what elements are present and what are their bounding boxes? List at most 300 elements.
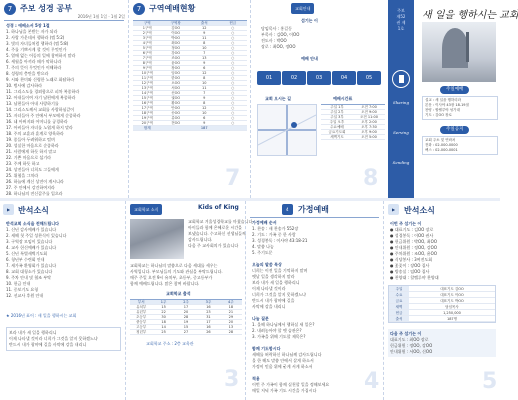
table-cell: 주일 2부 — [330, 110, 344, 114]
table-cell: 5구역 — [142, 46, 152, 50]
study-line: 5. 열매 없는 어둠의 일에 참여하지 말라 — [6, 53, 76, 58]
table-cell: 안OO — [171, 106, 181, 110]
cover-sidebar — [388, 0, 414, 198]
table-cell: 20 — [228, 320, 234, 324]
news-line: 2. 새해 첫 주일 성찬식이 있습니다 — [6, 233, 67, 238]
table-cell: 9 — [203, 96, 206, 100]
location-map — [257, 104, 317, 156]
worship-line: 3. 성경봉독 : 이사야 43:18-21 — [252, 238, 308, 243]
page-number-mark: 8 — [363, 166, 379, 191]
worship-line: 옛날 일을 생각하지 말라 — [252, 274, 295, 279]
table-cell: 23 — [206, 310, 211, 314]
table-cell: 6 — [203, 116, 206, 120]
table-cell: 4구역 — [142, 41, 152, 45]
table-cell: ○ — [231, 106, 235, 110]
servers-line: ● 헌금위원 : 박OO, 최OO — [390, 239, 437, 244]
table-cell: ○ — [231, 66, 235, 70]
table-cell: ○ — [231, 101, 235, 105]
table-cell: 26 — [206, 330, 211, 334]
worship-line: 1. 찬송 : 새 찬송가 552장 — [252, 226, 299, 231]
section-tag: 4 — [282, 204, 293, 215]
next-week-line: 대표기도 : 최OO 장로 — [390, 337, 429, 342]
study-line: 13. 남편들아 아내 사랑하기를 — [6, 101, 59, 106]
table-cell: 18구역 — [141, 111, 153, 115]
table-cell: 8구역 — [142, 61, 152, 65]
table-row — [321, 135, 385, 140]
panel-title: 주보 성경 공부 — [20, 4, 72, 13]
table-cell: 오전 5:00 — [361, 135, 377, 139]
table-cell: 16 — [206, 305, 211, 309]
duty-table — [388, 285, 496, 323]
staff-line: 부목사 : 김OO, 이OO — [261, 32, 300, 37]
cover-pill: 주일공지 — [440, 126, 469, 134]
table-cell: 송OO — [171, 111, 181, 115]
motto-highlight: ★ 2016년 표어 : 새 일을 행하시는 교회 — [6, 313, 77, 318]
table-cell: 15 — [183, 325, 189, 329]
table-cell: 8 — [203, 101, 206, 105]
table-cell: 28 — [228, 330, 234, 334]
church-building-image — [422, 22, 496, 82]
table-cell: 수요예배 — [330, 125, 344, 129]
next-week-line: 안내위원 : 서OO, 신OO — [390, 349, 433, 354]
table-header-cell: 출석 — [190, 21, 219, 25]
contact-box — [422, 136, 498, 155]
table-cell: 오후 9:00 — [361, 130, 377, 134]
news-line: 5. 신년 특별새벽기도회 — [6, 251, 48, 256]
table-cell: 권OO — [171, 96, 181, 100]
table-cell: 7 — [203, 51, 206, 55]
table-cell — [162, 126, 191, 130]
contact-line: 교회 주소 및 연락처 — [425, 138, 456, 142]
servers-line: ● 찬양대 : 할렐루야 찬양대 — [390, 275, 439, 280]
kids-footer: 교회학교 주소 : 2층 교육관 — [146, 341, 194, 346]
table-cell: 13 — [202, 56, 207, 60]
kids-photo — [130, 219, 184, 259]
study-line: 6. 세월을 아끼라 때가 악하니라 — [6, 59, 62, 64]
table-cell: 주일 — [389, 286, 409, 291]
worship-line: 4. 말씀 나눔 — [252, 244, 274, 249]
table-cell: ○ — [231, 121, 235, 125]
table-cell: ○ — [231, 41, 235, 45]
panel-church-info — [250, 0, 388, 198]
table-cell: 30 — [161, 315, 166, 319]
panel-family-worship — [245, 201, 383, 400]
next-week-box — [388, 329, 496, 357]
motto-word: Sharing — [392, 100, 410, 105]
panel-bible-study — [0, 0, 128, 198]
servers-line: ● 주차위원 : 조OO, 윤OO — [390, 251, 437, 256]
servers-line: ● 방송실 : 임OO 집사 — [390, 269, 430, 274]
news-line: 11. 중보기도 요청 — [6, 287, 39, 292]
contact-line: 전화 : 02-000-0000 — [425, 143, 458, 147]
table-cell: 강OO — [171, 51, 181, 55]
table-cell: 6구역 — [142, 51, 152, 55]
motto-word: Serving — [393, 130, 409, 135]
study-line: 16. 네 아버지와 어머니를 공경하라 — [6, 119, 68, 124]
servers-lines — [390, 221, 496, 281]
section-tag: ▶ — [388, 204, 399, 215]
kids-line: 다음 주 교사회의가 있습니다 — [188, 243, 239, 248]
kids-para-line: 교회학교는 하나님의 말씀으로 다음 세대를 세우는 — [130, 263, 218, 268]
table-cell: 1,250,000 — [443, 311, 461, 315]
title-rule — [4, 20, 124, 21]
study-line: 17. 아비들아 자녀를 노엽게 하지 말라 — [6, 125, 73, 130]
issue-vertical-text: 주보 제52권 제1호 — [396, 8, 406, 31]
news-line: 8. 교회 대청소가 있습니다 — [6, 269, 53, 274]
table-cell: 수요 — [389, 292, 409, 297]
section-heading: 섬기는 이 — [301, 18, 318, 23]
table-cell: 담임목사 — [445, 305, 459, 309]
table-cell: 황OO — [171, 101, 181, 105]
table-cell: ○ — [231, 31, 235, 35]
table-cell: 1구역 — [142, 26, 152, 30]
table-title: 교회학교 출석 — [166, 291, 191, 296]
page-number-mark: 5 — [482, 369, 498, 394]
table-cell: 김OO — [171, 26, 181, 30]
table-cell: 29 — [228, 315, 234, 319]
table-cell: 금요기도회 — [328, 130, 346, 134]
table-cell: 19 — [183, 320, 189, 324]
table-cell: 오전 9:00 — [361, 110, 377, 114]
table-cell: 이OO — [171, 31, 181, 35]
table-cell: 20구역 — [141, 121, 153, 125]
worship-line: 가정예배 순서 — [252, 220, 277, 225]
table-cell: 16구역 — [141, 101, 153, 105]
table-header-cell: 헌금 — [219, 21, 248, 25]
study-line: 21. 사람에게 하듯 하지 말고 — [6, 149, 57, 154]
panel-title: 반석소식 — [404, 206, 435, 215]
worship-line: 오늘의 말씀 묵상 — [252, 262, 282, 267]
study-line: 27. 주 안에서 강건하여지라 — [6, 185, 55, 190]
worship-line: 사막에 강을 내리니 — [252, 304, 286, 309]
table-total-label: 합계 — [133, 126, 162, 130]
worship-line: 5. 주기도문 — [252, 250, 273, 255]
table-cell: 9구역 — [142, 66, 152, 70]
study-line: 9. 시와 찬미와 신령한 노래로 화답하라 — [6, 77, 75, 82]
timeline-step: 03 — [307, 71, 331, 85]
worship-line: 이번 주 가족이 함께 실천할 일을 정해보세요 — [252, 382, 330, 387]
table-cell: 20 — [183, 310, 189, 314]
table-cell: 11구역 — [141, 76, 153, 80]
table-cell: 주일 오후 — [329, 120, 345, 124]
worship-line: 함께 기도합시다 — [252, 346, 281, 351]
table-cell: 27 — [183, 330, 189, 334]
table-cell: ○ — [231, 86, 235, 90]
servers-line: 이번 주 섬기는 이 — [390, 221, 422, 226]
table-cell: 7 — [203, 91, 206, 95]
table-cell: 임OO — [171, 71, 181, 75]
table-cell: 12 — [202, 71, 207, 75]
panel-date: 2016년 1월 1일 · 1월 2일 — [77, 14, 125, 19]
table-cell: 고등부 — [136, 325, 147, 329]
page-badge: 7 — [133, 3, 145, 15]
study-line: 15. 자녀들아 주 안에서 부모에게 순종하라 — [6, 113, 81, 118]
table-cell: ○ — [231, 56, 235, 60]
table-cell: 오OO — [171, 81, 181, 85]
section-heading: 예배시간표 — [333, 96, 353, 101]
worship-line: 새해를 허락하신 하나님께 감사드립니다 — [252, 352, 322, 357]
worship-line: 너희가 그것을 알지 못하겠느냐 — [252, 292, 307, 297]
news-line: 7. 새가족 환영회가 있습니다 — [6, 263, 57, 268]
table-cell: 17 — [206, 320, 211, 324]
table-cell: 최OO — [171, 41, 181, 45]
panel-cell-worship — [128, 0, 250, 198]
panel-news — [0, 201, 125, 400]
table-cell: 19구역 — [141, 116, 153, 120]
study-line: 20. 성실한 마음으로 순종하라 — [6, 143, 59, 148]
table-row — [130, 330, 242, 335]
staff-list — [261, 26, 381, 50]
news-line: 반석교회 소식을 전해드립니다 — [6, 221, 60, 226]
table-cell: 서OO — [171, 86, 181, 90]
table-cell: 청년부 — [136, 330, 147, 334]
table-cell: 류OO — [171, 116, 181, 120]
section-tag: ▶ — [3, 204, 14, 215]
kids-title: Kids of King — [198, 204, 239, 211]
table-cell: ○ — [231, 71, 235, 75]
study-line: 18. 주의 교훈과 훈계로 양육하라 — [6, 131, 64, 136]
timeline-step: 02 — [282, 71, 306, 85]
table-cell: 18 — [228, 305, 234, 309]
page-badge: 7 — [4, 3, 16, 15]
kids-para-line: 함께 예배드립니다. 많은 참여 바랍니다. — [130, 281, 200, 286]
worship-line: 나눔 질문 — [252, 316, 269, 321]
cell-table — [133, 20, 247, 131]
table-cell: 21 — [228, 310, 234, 314]
table-cell: 오후 2:00 — [361, 120, 377, 124]
study-line: 14. 그리스도께서 교회를 사랑하심같이 — [6, 107, 75, 112]
staff-line: 전도사 : 박OO — [261, 38, 287, 43]
table-cell: 초등부 — [136, 315, 147, 319]
timeline-step: 01 — [257, 71, 281, 85]
table-cell: 18 — [161, 320, 166, 324]
motto-word: Sending — [392, 160, 410, 165]
page-number-mark: 7 — [225, 166, 241, 191]
table-cell: 오전 7:00 — [361, 105, 377, 109]
news-lines — [6, 221, 121, 299]
table-cell: 중등부 — [136, 320, 147, 324]
table-cell: 새벽기도 — [330, 135, 344, 139]
table-cell: 오전 11:00 — [360, 115, 378, 119]
staff-line: 장로 : 최OO, 정OO — [261, 44, 296, 49]
table-cell: 9 — [203, 121, 206, 125]
table-cell: 12 — [202, 106, 207, 110]
table-cell: 12 — [202, 26, 207, 30]
worship-line: 2. 기도 : 가족 중 한 사람 — [252, 232, 296, 237]
table-cell: 10구역 — [141, 71, 153, 75]
table-cell: 신OO — [171, 91, 181, 95]
study-line: 22. 기쁜 마음으로 섬기라 — [6, 155, 51, 160]
table-cell: 187명 — [446, 317, 458, 321]
quote-box — [6, 327, 121, 351]
worship-line: 올 한 해도 말씀 안에서 살게 하소서 — [252, 358, 314, 363]
kids-line: 보냈습니다. 수고하신 선생님들께 — [188, 231, 246, 236]
table-cell: 출석 — [389, 316, 409, 321]
table-header-cell: 2주 — [175, 300, 197, 304]
news-line: 6. 청년부 수련회 안내 — [6, 257, 45, 262]
kids-line: 감사드립니다. — [188, 237, 213, 242]
table-cell: 10 — [202, 81, 207, 85]
worship-line: 매일 저녁 가족 기도 시간을 가집시다 — [252, 388, 317, 393]
worship-line: 보라 내가 새 일을 행하리니 — [252, 280, 300, 285]
table-cell: 17구역 — [141, 106, 153, 110]
panel-news-2 — [383, 201, 500, 400]
study-line: 7. 주의 뜻이 무엇인가 이해하라 — [6, 65, 62, 70]
news-line: 4. 교사 헌신예배가 있습니다 — [6, 245, 57, 250]
study-line: 2. 사랑 가운데서 행하라 (엡 5:2) — [6, 35, 65, 40]
table-cell: ○ — [231, 51, 235, 55]
table-cell: 대표기도 박OO — [440, 299, 464, 303]
table-cell: 11 — [202, 86, 207, 90]
table-cell: 6 — [203, 66, 206, 70]
kids-attendance-table — [130, 299, 242, 335]
church-logo-icon — [392, 70, 410, 88]
table-cell: 9 — [203, 31, 206, 35]
table-cell: 2구역 — [142, 31, 152, 35]
table-cell: 전OO — [171, 121, 181, 125]
worship-line: 이제 나타낼 것이라 — [252, 286, 286, 291]
table-cell: 대표기도 이OO — [440, 293, 464, 297]
table-cell: 8 — [203, 76, 206, 80]
table-cell: 3구역 — [142, 36, 152, 40]
kids-lines — [188, 219, 253, 249]
table-cell: 16 — [206, 325, 211, 329]
table-cell: 28 — [183, 315, 189, 319]
table-cell: 장OO — [171, 66, 181, 70]
sermon-box — [422, 96, 498, 120]
quote-line: 반드시 내가 광야에 길을 사막에 강을 내리니 — [9, 342, 87, 347]
table-total-value: 187 — [190, 126, 219, 130]
news-line: 10. 헌금 안내 — [6, 281, 31, 286]
table-cell: ○ — [231, 26, 235, 30]
table-header-cell: 구역장 — [162, 21, 191, 25]
kids-line: 아이들과 함께 은혜로운 시간을 — [188, 225, 243, 230]
kids-para-line: 매주 주일 오전 9시 유치부, 초등부, 중고등부가 — [130, 275, 213, 280]
study-line: 19. 종들아 두려워하고 떨며 — [6, 137, 55, 142]
kids-paragraph — [130, 263, 242, 287]
page-number-mark: 4 — [364, 369, 380, 394]
next-week-line: 헌금위원 : 정OO, 강OO — [390, 343, 433, 348]
study-line: 26. 하늘에 계신 상전이 계시니라 — [6, 179, 64, 184]
section-tag: 교회학교 소식 — [130, 204, 162, 215]
table-cell: 10 — [202, 46, 207, 50]
table-cell: ○ — [231, 111, 235, 115]
study-line: 23. 주께 하듯 하고 — [6, 161, 40, 166]
worship-line: 1. 올해 하나님께서 행하실 새 일은? — [252, 322, 315, 327]
table-cell: 유년부 — [136, 310, 147, 314]
table-total-row — [133, 126, 247, 131]
table-cell: 13구역 — [141, 86, 153, 90]
table-cell: ○ — [231, 61, 235, 65]
timeline-step: 04 — [332, 71, 356, 85]
news-line: 9. 주차 안내 및 협조 부탁 — [6, 275, 51, 280]
table-cell: 17 — [183, 305, 189, 309]
staff-line: 담임목사 : 홍길동 — [261, 26, 292, 31]
table-cell: 헌금 — [389, 310, 409, 315]
table-cell — [219, 126, 248, 130]
table-header-cell: 구역 — [133, 21, 162, 25]
next-week-line: 다음 주 섬기는 이 — [390, 331, 422, 336]
table-cell: 25 — [161, 330, 166, 334]
table-cell: 9 — [203, 61, 206, 65]
service-timeline — [257, 64, 383, 85]
table-cell: 조OO — [171, 56, 181, 60]
table-header-cell: 1주 — [152, 300, 174, 304]
service-schedule-table — [321, 104, 385, 140]
table-cell: 주일 3부 — [330, 115, 344, 119]
worship-line: 가정이 믿음 위에 굳게 서게 하소서 — [252, 364, 313, 369]
news-line: 1. 신년 감사예배가 있습니다 — [6, 227, 57, 232]
cover-pill: 주일예배 — [440, 86, 469, 94]
servers-line: ● 식당봉사 : 3여전도회 — [390, 257, 433, 262]
table-cell: ○ — [231, 116, 235, 120]
sermon-line: 찬양 : 할렐루야 성가대 — [425, 108, 460, 112]
table-cell: ○ — [231, 96, 235, 100]
worship-lines — [252, 220, 380, 394]
study-line: 성경 : 에베소서 5장 1절 — [6, 23, 50, 28]
table-header-cell: 3주 — [197, 300, 219, 304]
table-cell: 정OO — [171, 46, 181, 50]
table-cell: 한OO — [171, 76, 181, 80]
study-lines — [6, 23, 124, 197]
table-cell: 31 — [206, 315, 211, 319]
table-cell: 금요 — [389, 298, 409, 303]
table-cell: ○ — [231, 36, 235, 40]
table-cell: 15 — [161, 305, 166, 309]
panel-title: 구역예배현황 — [149, 4, 196, 13]
cover-main — [416, 0, 518, 198]
section-heading: 교회 오시는 길 — [265, 96, 291, 101]
table-row — [389, 316, 495, 322]
table-cell: ○ — [231, 81, 235, 85]
table-cell: ○ — [231, 46, 235, 50]
table-cell: 7구역 — [142, 56, 152, 60]
title-rule — [250, 217, 379, 218]
study-line: 25. 위협을 그치라 — [6, 173, 39, 178]
table-cell: 새벽 — [389, 304, 409, 309]
cover-title: 새 일을 행하시는 교회 — [422, 10, 518, 21]
study-line: 11. 그리스도를 경외함으로 피차 복종하라 — [6, 89, 80, 94]
contact-line: 팩스 : 02-000-0001 — [425, 148, 458, 152]
sermon-line: 설교 : 새 일을 행하리라 — [425, 98, 462, 102]
table-cell: ○ — [231, 91, 235, 95]
panel-title: 반석소식 — [18, 206, 49, 215]
table-cell: 22 — [161, 310, 166, 314]
study-line: 12. 아내들이여 자기 남편에게 복종하라 — [6, 95, 76, 100]
page-number-mark: 3 — [224, 367, 240, 392]
table-cell: 8 — [203, 41, 206, 45]
study-line: 4. 주를 기쁘시게 할 것이 무엇인가 — [6, 47, 67, 52]
table-cell: 13 — [228, 325, 234, 329]
quote-line: 이제 나타낼 것이라 너희가 그것을 알지 못하겠느냐 — [9, 336, 98, 341]
servers-line: ● 꽃꽂이 : 장OO 집사 — [390, 263, 430, 268]
table-cell: 15구역 — [141, 96, 153, 100]
study-line: 3. 빛의 자녀들처럼 행하라 (엡 5:8) — [6, 41, 69, 46]
study-line: 1. 하나님을 본받는 자가 되라 — [6, 29, 58, 34]
study-line: 28. 하나님의 전신갑주를 입으라 — [6, 191, 63, 196]
table-cell: 14 — [161, 325, 166, 329]
worship-line: 너희는 이전 일을 기억하지 말며 — [252, 268, 308, 273]
table-cell: 14구역 — [141, 91, 153, 95]
servers-line: ● 대표기도 : 김OO 장로 — [390, 227, 434, 232]
study-line: 8. 성령의 충만을 받으라 — [6, 71, 49, 76]
news-line: 3. 구역장 모임이 있습니다 — [6, 239, 53, 244]
timeline-step: 05 — [357, 71, 381, 85]
study-line: 10. 범사에 감사하라 — [6, 83, 42, 88]
news-line: 12. 선교사 후원 안내 — [6, 293, 44, 298]
worship-line: 3. 가족을 위해 기도할 제목은? — [252, 334, 306, 339]
worship-line: 2. 내려놓아야 할 옛 습관은? — [252, 328, 302, 333]
